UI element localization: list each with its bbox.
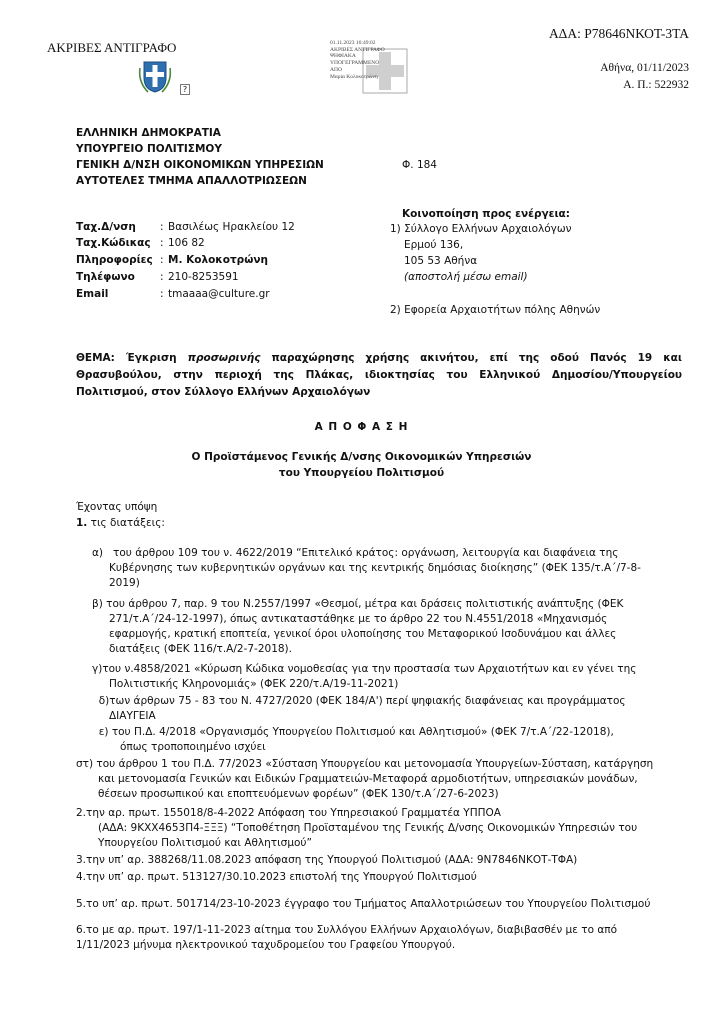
recipient-1-note: (αποστολή μέσω email) xyxy=(404,271,528,283)
subject-emphasis: προσωρινής xyxy=(187,352,261,364)
provision-line: Κυβέρνησης των κυβερνητικών οργάνων και της κεντρικής δημόσιας διοίκησης” (ΦΕΚ 135/τ.Α΄/7-8- xyxy=(109,562,641,574)
subject-text: παραχώρησης χρήσης ακινήτου, επί της οδού Πανός 19 και Θρασυβούλου, στην περιοχή της Πλάκας, ιδιοκτησίας του Ελληνικού Δημοσίου/Υπουργείου Πολιτισμού, στον Σύλλογο Ελλήνων Αρχαιολόγων xyxy=(76,352,682,398)
provision-line: εφαρμογής, κρατική εποπτεία, γενικοί όροι υλοποίησης του Μεταφορικού Ισοδυνάμου και άλλες xyxy=(109,628,617,640)
point-4 xyxy=(76,870,477,885)
provision-d xyxy=(92,694,626,724)
recipient-2: 2) Εφορεία Αρχαιοτήτων πόλης Αθηνών xyxy=(390,304,601,316)
point-line: 1/11/2023 μήνυμα ηλεκτρονικού ταχυδρομείου του Γραφείου Υπουργού. xyxy=(76,939,456,951)
recipient-1-street: Ερμού 136, xyxy=(404,239,464,251)
agency-line: ΕΛΛΗΝΙΚΗ ΔΗΜΟΚΡΑΤΙΑ xyxy=(76,127,221,139)
provision-line: και μετονομασία Γενικών και Ειδικών Γραμματειών-Μεταφορά αρμοδιοτήτων, υπηρεσιακών μονάδων, xyxy=(98,773,638,785)
provision-line: του άρθρου 1 του Π.Δ. 77/2023 «Σύσταση Υπουργείου και μετονομασία Υπουργείων-Σύσταση, κατάργηση xyxy=(96,758,654,770)
provision-line: όπως τροποποιημένο ισχύει xyxy=(120,741,266,753)
point-2 xyxy=(76,806,637,851)
agency-line: ΥΠΟΥΡΓΕΙΟ ΠΟΛΙΤΙΣΜΟΥ xyxy=(76,143,222,155)
small-question-mark: ? xyxy=(180,84,190,95)
provision-line: του άρθρου 7, παρ. 9 του Ν.2557/1997 «Θεσμοί, μέτρα και δράσεις πολιτιστικής ανάπτυξης (ΦΕΚ xyxy=(106,598,624,610)
contact-value: Βασιλέως Ηρακλείου 12 xyxy=(168,221,295,233)
provision-lead: στ) xyxy=(76,758,94,770)
subject-label: ΘΕΜΑ: xyxy=(76,352,115,364)
provision-lead: δ) xyxy=(98,695,110,707)
provision-lead: β) xyxy=(92,598,103,610)
colon: : xyxy=(160,254,164,266)
considering-label: Έχοντας υπόψη xyxy=(76,501,158,513)
provision-line: θέσεων προσωπικού και εποπτευόμενων φορέων” (ΦΕΚ 130/τ.Α΄/27-6-2023) xyxy=(98,788,499,800)
protocol-number: Α. Π.: 522932 xyxy=(623,79,689,91)
colon: : xyxy=(160,271,164,283)
greek-emblem-icon xyxy=(138,58,172,94)
agency-line: ΑΥΤΟΤΕΛΕΣ ΤΜΗΜΑ ΑΠΑΛΛΟΤΡΙΩΣΕΩΝ xyxy=(76,175,307,187)
colon: : xyxy=(160,288,164,300)
contact-value: Μ. Κολοκοτρώνη xyxy=(168,254,268,266)
ada-code: ΑΔΑ: Ρ78646ΝΚΟΤ-3ΤΑ xyxy=(548,26,689,41)
provision-line: του ν.4858/2021 «Κύρωση Κώδικα νομοθεσίας για την προστασία των Αρχαιοτήτων και εν γένει της xyxy=(102,663,637,675)
point-5 xyxy=(76,897,650,912)
signature-line: 01.11.2023 16:49:02 xyxy=(330,40,376,46)
subject xyxy=(76,350,682,401)
notify-title: Κοινοποίηση προς ενέργεια: xyxy=(402,208,570,220)
provision-a xyxy=(92,546,641,591)
signature-line: ΑΚΡΙΒΕΣ ΑΝΤΙΓΡΑΦΟ xyxy=(330,46,385,53)
contact-label: Email xyxy=(76,288,109,300)
point-6 xyxy=(76,923,617,953)
contact-value: 210-8253591 xyxy=(168,271,239,283)
digital-signature-block xyxy=(330,40,400,98)
provision-line: των άρθρων 75 - 83 του Ν. 4727/2020 (ΦΕΚ 184/Α') περί ψηφιακής διαφάνειας και προγράμματος xyxy=(109,695,626,707)
email-link[interactable]: tmaaaa@culture.gr xyxy=(168,288,270,300)
colon: : xyxy=(160,221,164,233)
provision-line: 271/τ.Α΄/24-12-1997), όπως αντικαταστάθηκε με το άρθρο 22 του Ν.4551/2018 «Μηχανισμός xyxy=(109,613,608,625)
recipient-1: 1) Σύλλογο Ελλήνων Αρχαιολόγων xyxy=(390,223,572,235)
recipient-1-city: 105 53 Αθήνα xyxy=(404,255,478,267)
provision-st xyxy=(76,757,653,802)
signature-line: ΥΠΟΓΕΓΡΑΜΜΕΝΟ xyxy=(330,60,380,67)
point-line: 4.την υπ’ αρ. πρωτ. 513127/30.10.2023 επιστολή της Υπουργού Πολιτισμού xyxy=(76,871,477,883)
point-line: 6.το με αρ. πρωτ. 197/1-11-2023 αίτημα του Συλλόγου Ελλήνων Αρχαιολόγων, διαβιβασθέν με το από xyxy=(76,924,618,936)
subject-pre: Έγκριση xyxy=(125,352,177,364)
provision-lead: ε) xyxy=(98,726,109,738)
provision-lead: γ) xyxy=(92,663,103,675)
provision-line: του Π.Δ. 4/2018 «Οργανισμός Υπουργείου Πολιτισμού και Αθλητισμού» (ΦΕΚ 7/τ.Α΄/22-12018), xyxy=(111,726,614,738)
provision-lead: α) xyxy=(92,547,104,559)
place-date: Αθήνα, 01/11/2023 xyxy=(600,62,689,74)
colon: : xyxy=(160,237,164,249)
point-3 xyxy=(76,853,577,868)
provision-line: διατάξεις (ΦΕΚ 116/τ.Α/2-7-2018). xyxy=(109,643,292,655)
point-line: 5.το υπ’ αρ. πρωτ. 501714/23-10-2023 έγγραφο του Τμήματος Απαλλοτριώσεων του Υπουργείου Πολιτισμού xyxy=(76,898,651,910)
point-line: 2.την αρ. πρωτ. 155018/8-4-2022 Απόφαση του Υπηρεσιακού Γραμματέα ΥΠΠΟΑ xyxy=(76,807,501,819)
provision-c xyxy=(92,662,636,692)
provision-e xyxy=(92,725,614,755)
provision-line: ΔΙΑΥΓΕΙΑ xyxy=(109,710,156,722)
copy-stamp: ΑΚΡΙΒΕΣ ΑΝΤΙΓΡΑΦΟ xyxy=(47,40,177,55)
contact-label: Ταχ.Δ/νση xyxy=(76,221,136,233)
agency-line: ΓΕΝΙΚΗ Δ/ΝΣΗ ΟΙΚΟΝΟΜΙΚΩΝ ΥΠΗΡΕΣΙΩΝ xyxy=(76,159,324,171)
signature-line: ΨΗΦΙΑΚΑ xyxy=(330,53,356,60)
point-1-text: τις διατάξεις: xyxy=(90,517,165,529)
point-line: Υπουργείου Πολιτισμού και Αθλητισμού” xyxy=(98,837,312,849)
issuer-line-2: του Υπουργείου Πολιτισμού xyxy=(278,467,445,479)
contact-label: Τηλέφωνο xyxy=(76,271,135,283)
issuer-line-1: Ο Προϊστάμενος Γενικής Δ/νσης Οικονομικών Υπηρεσιών xyxy=(191,451,532,463)
signature-line: Μαρία Κολοκοτρώνη xyxy=(330,73,378,80)
decision-title: Α Π Ο Φ Α Σ Η xyxy=(314,421,409,433)
signature-line: ΑΠΟ xyxy=(330,66,342,73)
provision-line: 2019) xyxy=(109,577,140,589)
contact-label: Ταχ.Κώδικας xyxy=(76,237,151,249)
provision-line: του άρθρου 109 του ν. 4622/2019 “Επιτελικό κράτος: οργάνωση, λειτουργία και διαφάνεια της xyxy=(113,547,619,559)
contact-label: Πληροφορίες xyxy=(76,254,153,266)
point-line: (ΑΔΑ: 9ΚΧΧ4653Π4-ΞΞΞ) “Τοποθέτηση Προϊσταμένου της Γενικής Δ/νσης Οικονομικών Υπηρεσιών του xyxy=(98,822,638,834)
point-line: 3.την υπ’ αρ. 388268/11.08.2023 απόφαση της Υπουργού Πολιτισμού (ΑΔΑ: 9Ν7846ΝΚΟΤ-ΤΦΑ) xyxy=(76,854,578,866)
contact-value: 106 82 xyxy=(168,237,205,249)
point-1 xyxy=(76,516,165,530)
file-number: Φ. 184 xyxy=(402,159,437,171)
provision-line: Πολιτιστικής Κληρονομιάς» (ΦΕΚ 220/τ.Α/19-11-2021) xyxy=(109,678,399,690)
provision-b xyxy=(92,597,623,657)
point-1-number: 1. xyxy=(76,517,88,529)
